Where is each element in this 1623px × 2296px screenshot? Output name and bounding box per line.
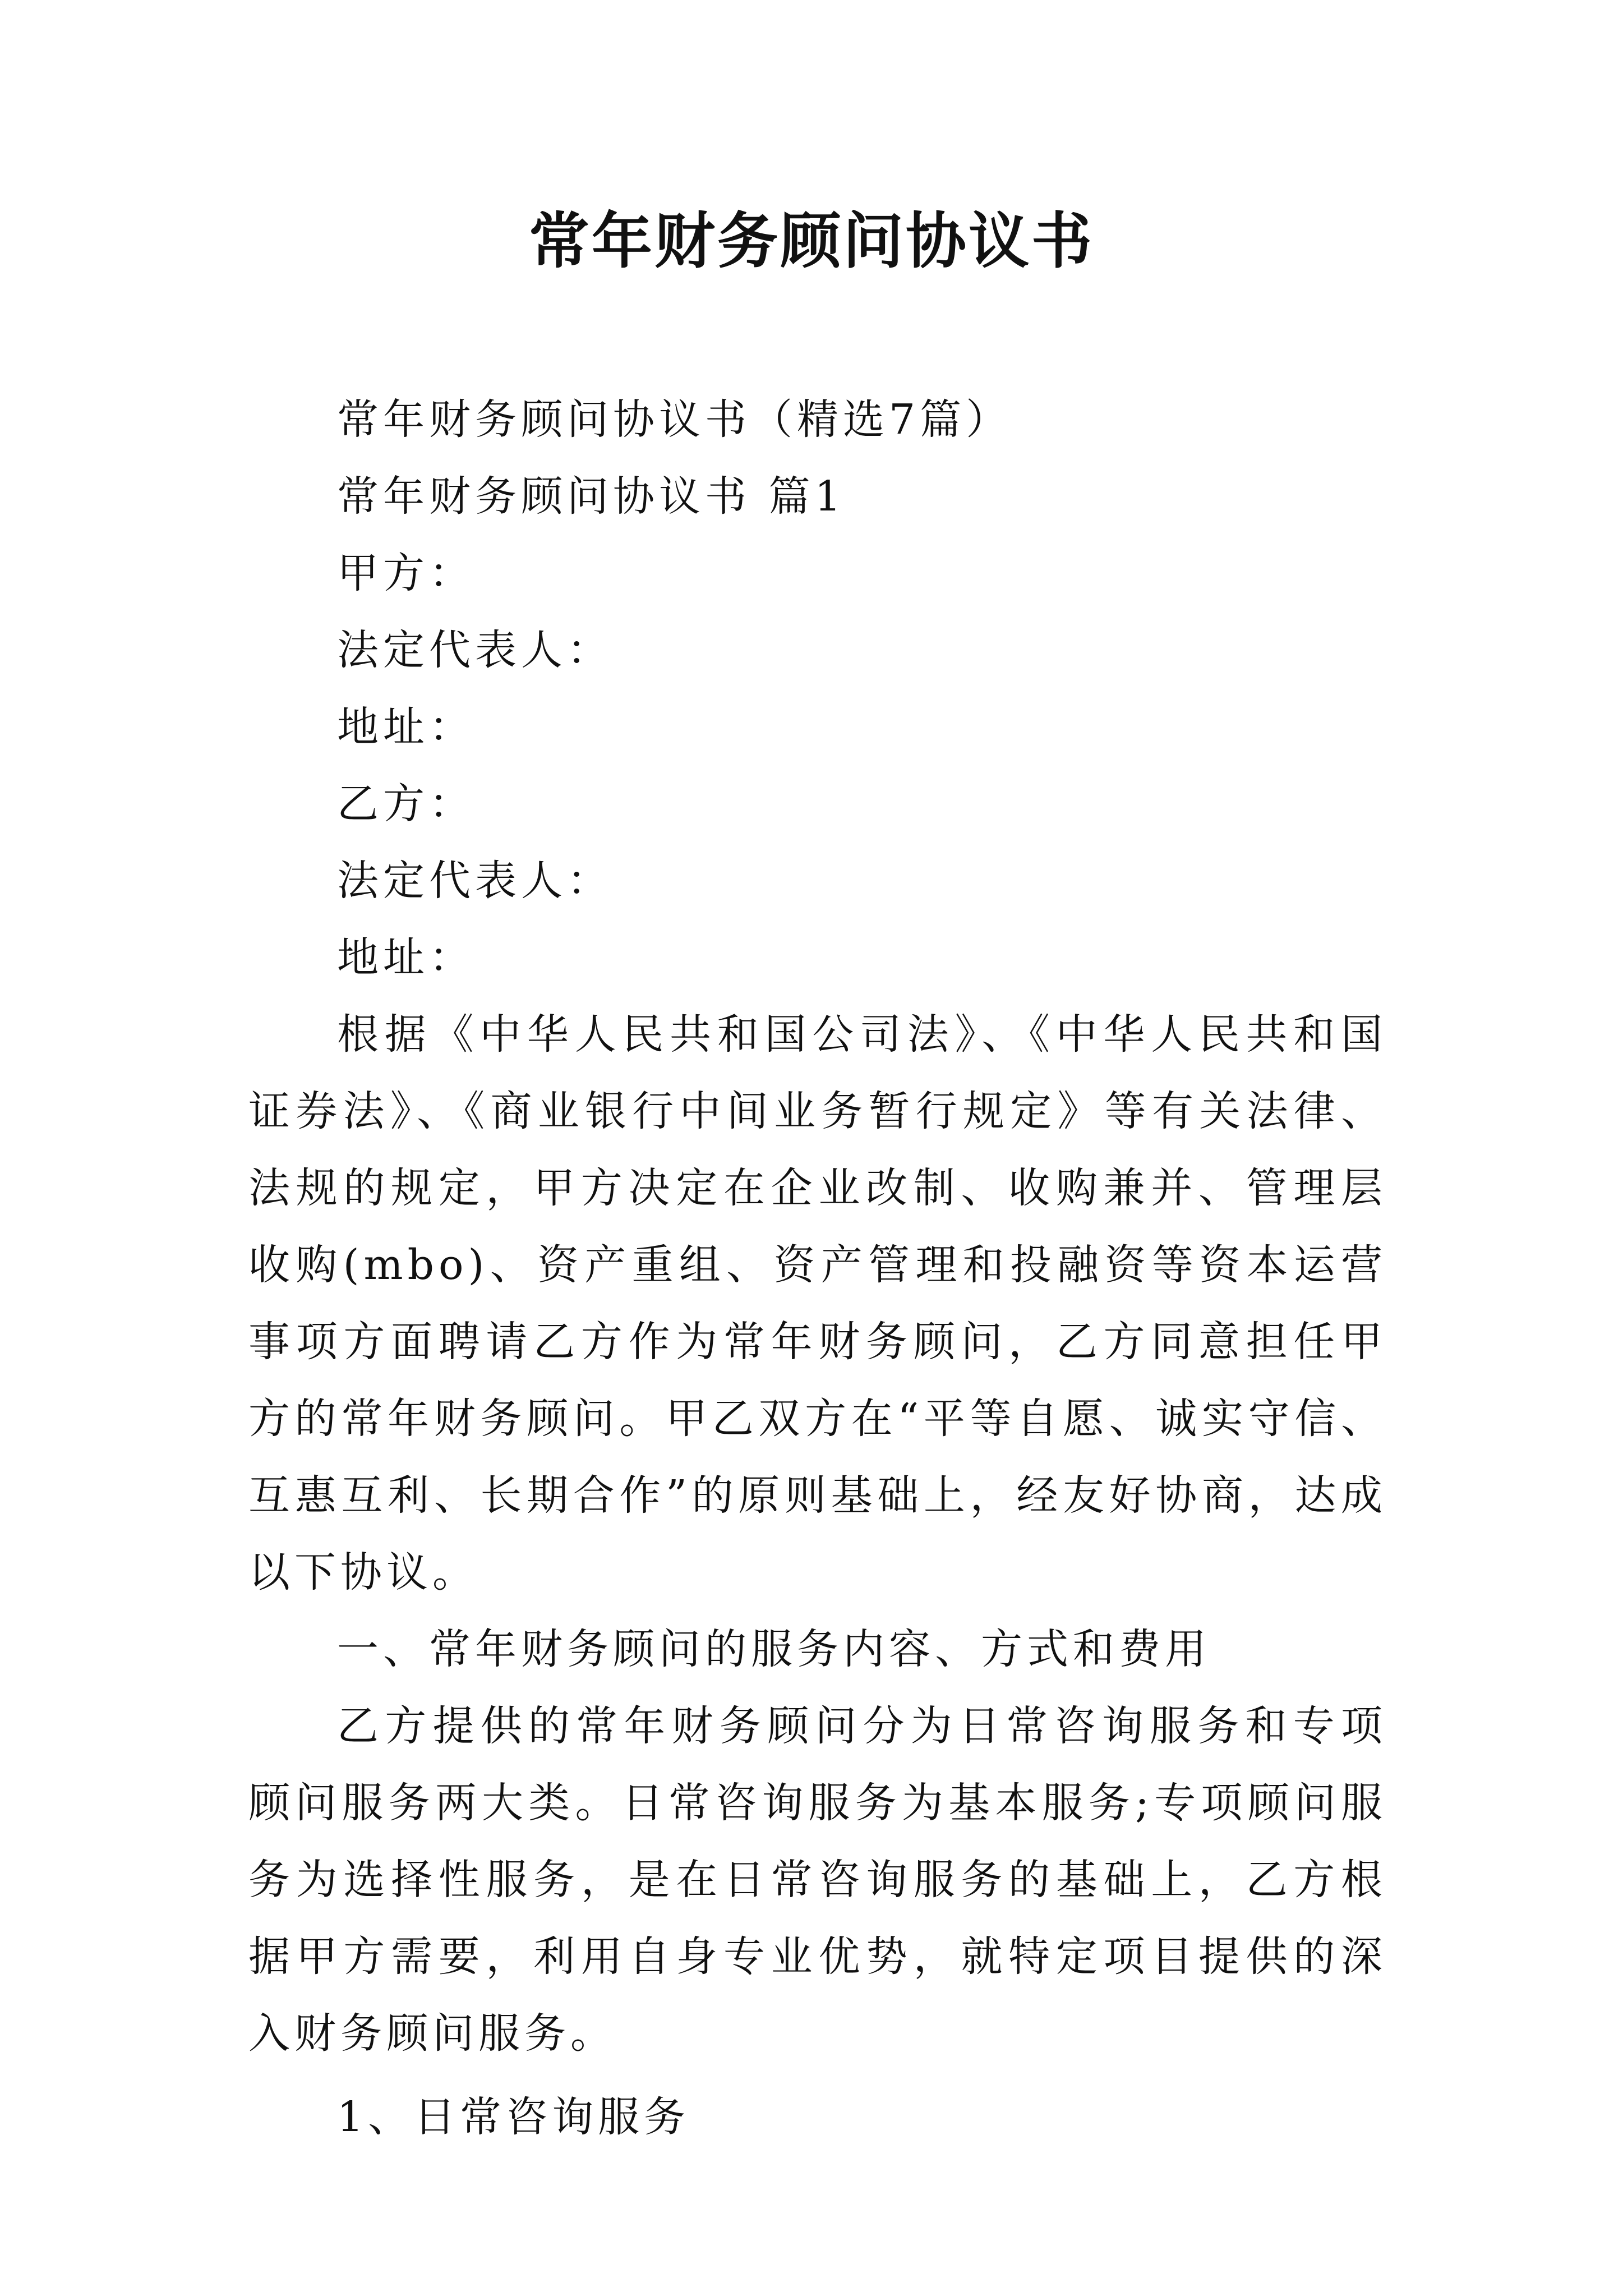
document-subtitle: 常年财务顾问协议书（精选7篇） [337,395,1012,444]
intro-paragraph: 根据《中华人民共和国公司法》、《中华人民共和国证券法》、《商业银行中间业务暂行规定》等有关法律、法规的规定，甲方决定在企业改制、收购兼并、管理层收购(mbo)、资产重组、资产管理和投融资等资本运营事项方面聘请乙方作为常年财务顾问，乙方同意担任甲方的常年财务顾问。甲乙双方在“平等自愿、诚实守信、互惠互利、长期合作”的原则基础上，经友好协商，达成以下协议。 [248,1010,1387,1596]
paragraph-spacer [248,2072,1387,2079]
party-a-label: 甲方： [337,549,475,597]
clause-1-heading: 一、常年财务顾问的服务内容、方式和费用 [337,1625,1211,1673]
party-b-representative: 法定代表人： [337,857,613,905]
subclause-1-heading: 1、日常咨询服务 [337,2093,690,2141]
party-a-address: 地址： [337,703,475,751]
document-title: 常年财务顾问协议书 [528,206,1094,277]
party-a-representative: 法定代表人： [337,626,613,674]
party-b-label: 乙方： [337,780,475,828]
section-heading: 常年财务顾问协议书 篇1 [337,472,846,521]
party-b-address: 地址： [337,933,475,982]
clause-1-paragraph: 乙方提供的常年财务顾问分为日常咨询服务和专项顾问服务两大类。日常咨询服务为基本服务;专项顾问服务为选择性服务，是在日常咨询服务的基础上，乙方根据甲方需要，利用自身专业优势，就特定项目提供的深入财务顾问服务。 [248,1702,1387,2058]
document-body [248,381,1387,2156]
